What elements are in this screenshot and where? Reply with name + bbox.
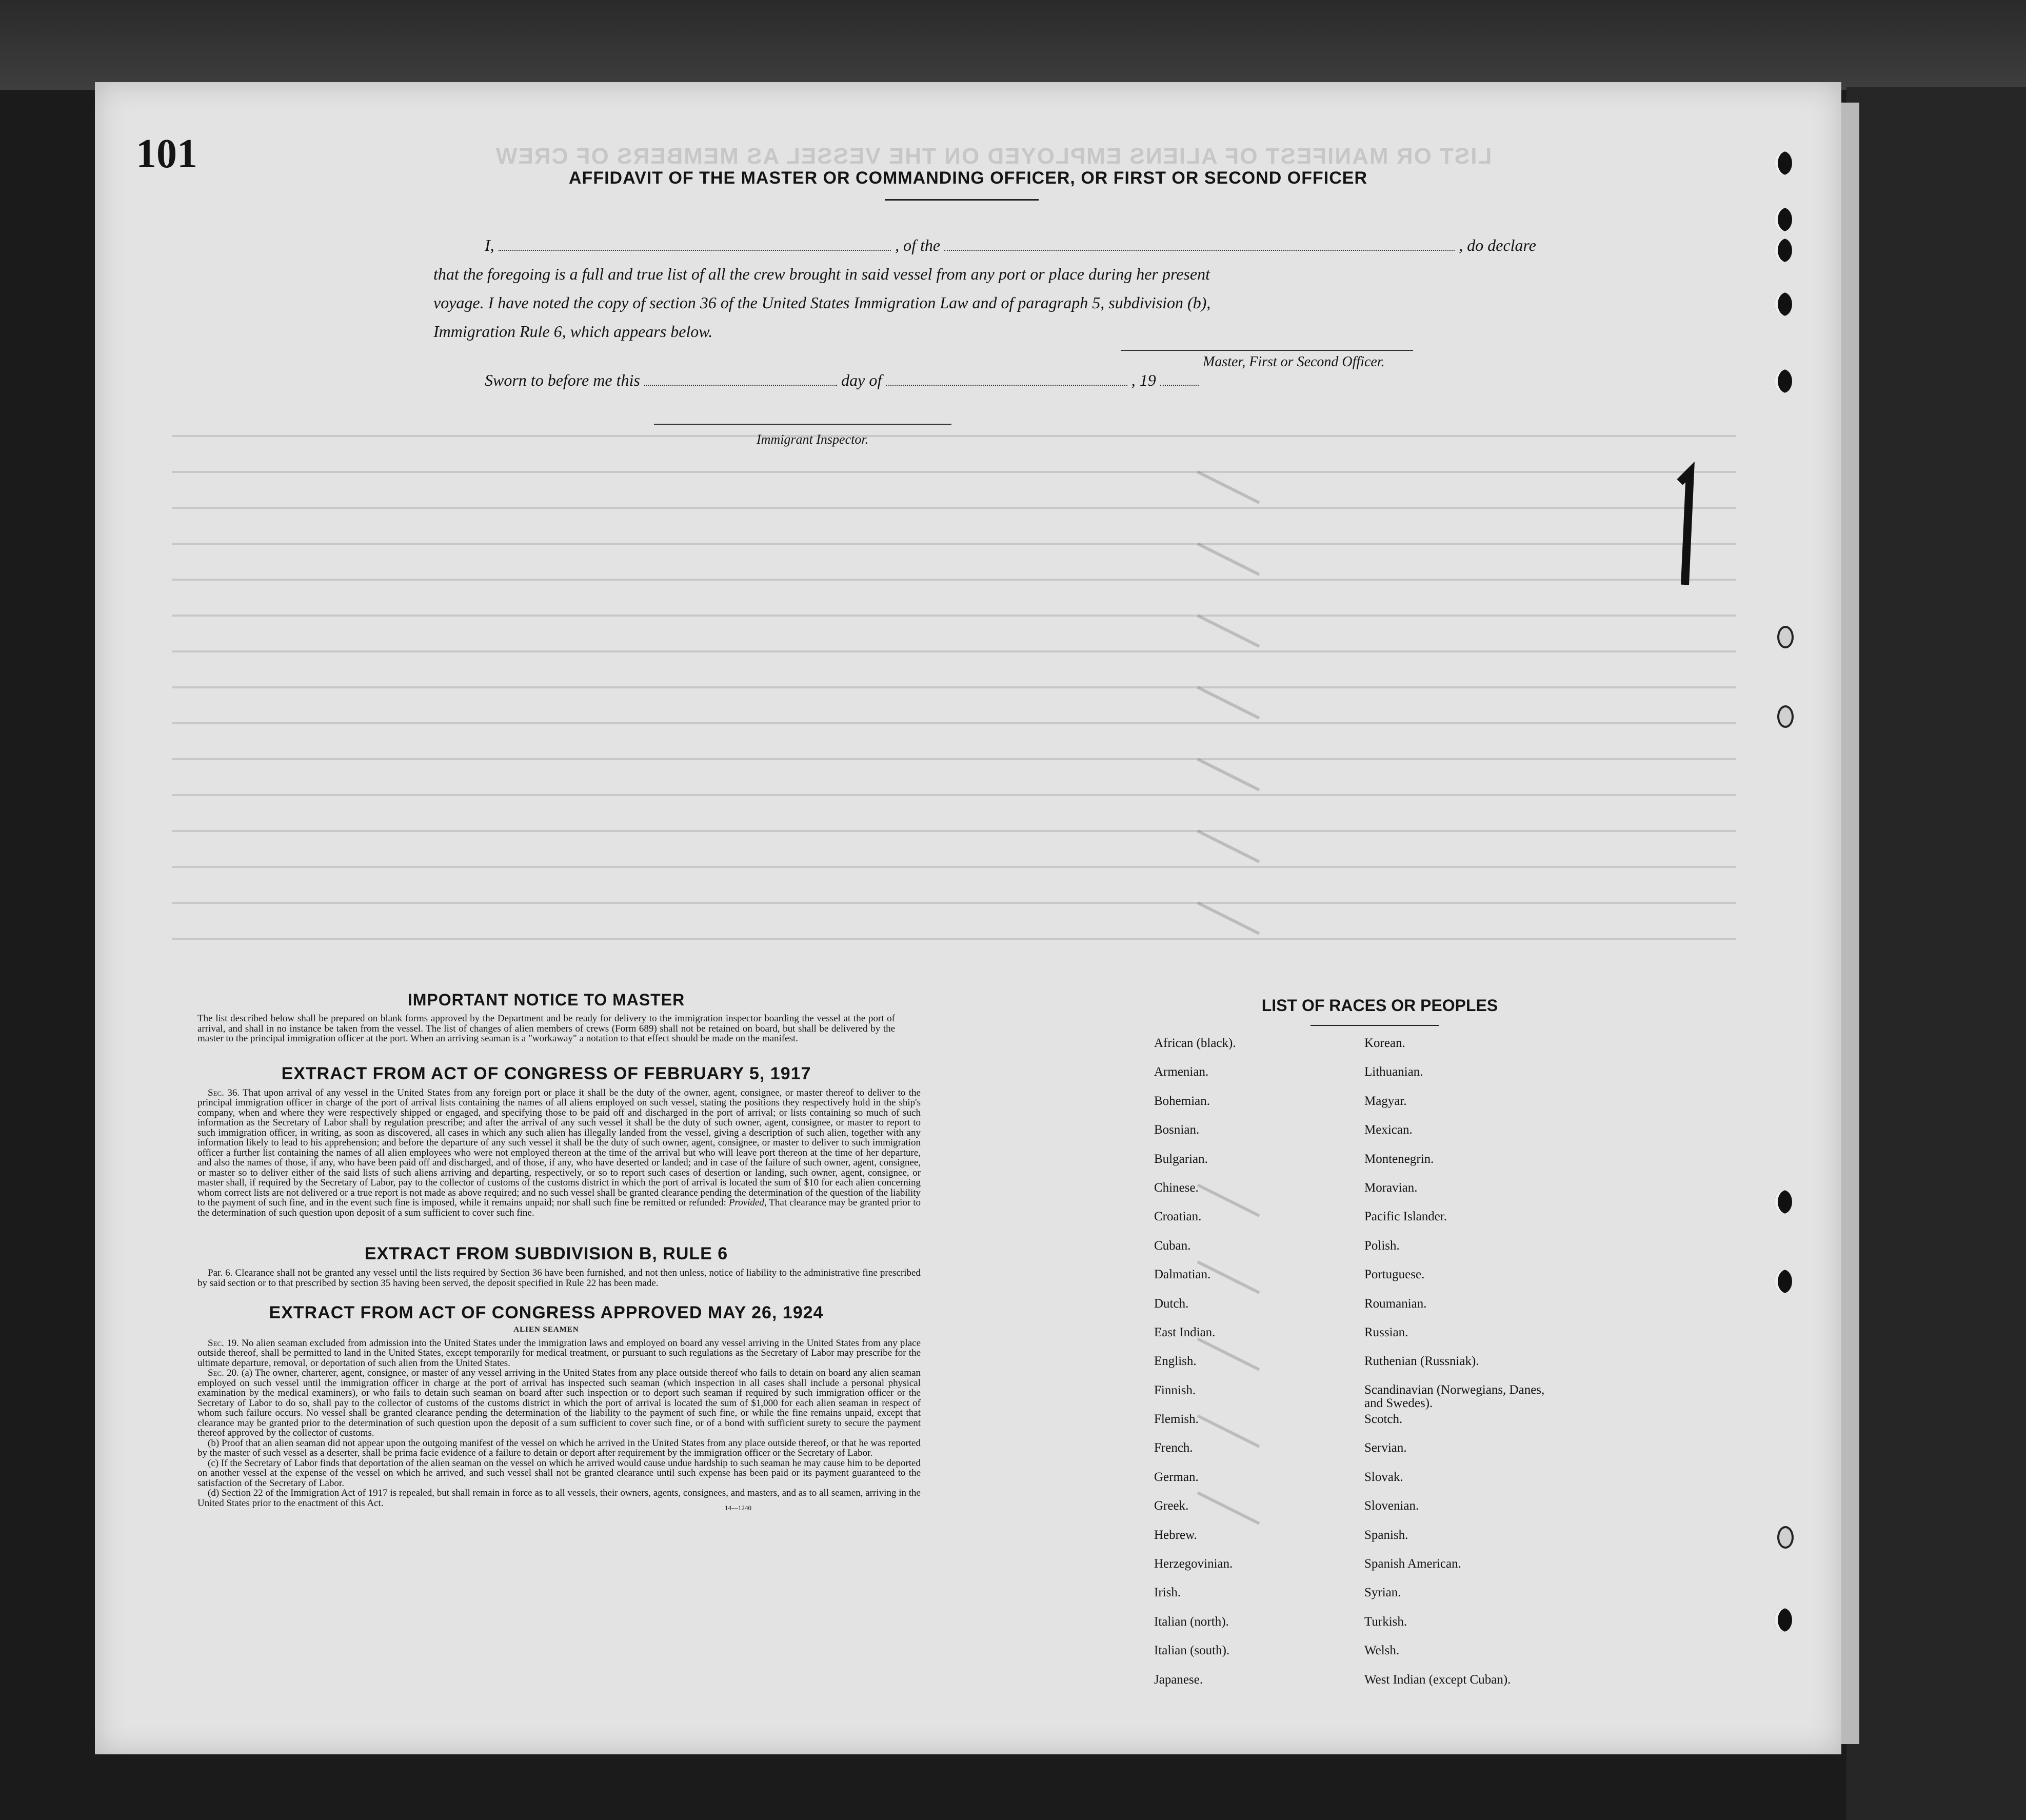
sworn-statement: [485, 369, 1203, 390]
race-item: Irish.: [1154, 1586, 1181, 1600]
scan-background-right: [1846, 87, 2026, 1820]
section-19: [197, 1338, 921, 1369]
month-field: [886, 369, 1127, 386]
form-number: 14—1240: [725, 1504, 751, 1512]
extract-rule6-text: Par. 6. Clearance shall not be granted any vessel until the lists required by Section 36 have been furnished, and not then unless, notice of liability to the administrative fine prescribed by said section or to that prescribed by section 35 having been served, the deposit specified in Rule 22 has been made.: [197, 1268, 921, 1289]
name-field: [499, 234, 891, 251]
inspector-signature-line: [654, 424, 951, 425]
races-right-column: [1364, 1036, 1564, 1702]
race-item: Armenian.: [1154, 1065, 1209, 1079]
affidavit-text: voyage. I have noted the copy of section 36 of the United States Immigration Law and of paragraph 5, subdivision (b),: [433, 293, 1211, 312]
race-item: Welsh.: [1364, 1644, 1400, 1658]
notice-text: The list described below shall be prepared on blank forms approved by the Department and be ready for delivery to the immigration inspector boarding the vessel at the port of arrival, and shall in no instance be taken from the vessel. The list of changes of alien members of crews (Form 689) shall not be retained on board, but shall be delivered by the master to the principal immigration officer at the port. When an arriving seaman is a "workaway" a notation to that effect should be made on the manifest.: [197, 1013, 895, 1044]
proviso-label: Provided,: [728, 1197, 767, 1208]
race-item: Hebrew.: [1154, 1528, 1197, 1542]
section-text: No alien seaman excluded from admission into the United States under the immigration laws and employed on board any vessel arriving in the United States from any place outside thereof, shall be permitted to land in the United States, except temporarily for medical treatment, or pursuant to such regulations as the Secretary of Labor may prescribe for the ultimate departure, removal, or deportation of such alien from the United States.: [197, 1337, 921, 1369]
races-title: LIST OF RACES OR PEOPLES: [1261, 996, 1498, 1015]
race-item: Dutch.: [1154, 1296, 1189, 1311]
race-item: Italian (north).: [1154, 1614, 1229, 1629]
race-item: Servian.: [1364, 1441, 1407, 1455]
section-label: Sec. 19.: [208, 1337, 239, 1349]
races-divider: [1310, 1025, 1439, 1026]
race-item: French.: [1154, 1441, 1193, 1455]
sworn-text: Sworn to before me this: [485, 371, 640, 389]
race-item: Scotch.: [1364, 1412, 1403, 1427]
extract-1917-text: [197, 1088, 921, 1218]
race-item: Flemish.: [1154, 1412, 1199, 1427]
race-item: Bulgarian.: [1154, 1152, 1208, 1166]
race-item: Magyar.: [1364, 1094, 1407, 1108]
race-item: Spanish.: [1364, 1528, 1408, 1542]
race-item: Italian (south).: [1154, 1644, 1230, 1658]
race-item: Slovenian.: [1364, 1499, 1419, 1513]
race-item: Scandinavian (Norwegians, Danes, and Swedes).: [1364, 1382, 1545, 1410]
section-text: That upon arrival of any vessel in the United States from any foreign port or place it shall be the duty of the owner, agent, consignee, or master thereof to deliver to the principal immigration officer in charge of the port of arrival lists containing the names of all aliens employed on such vessel, stating the positions they respectively hold in the ship's company, when and where they were respectively shipped or engaged, and specifying those to be paid off and discharged in the port of arrival; or lists containing so much of such information as the Secretary of Labor shall by regulation prescribe; and after the arrival of any such vessel it shall be the duty of such owner, agent, consignee, or master to report to such immigration officer, in writing, as soon as discovered, all cases in which any such alien has illegally landed from the vessel, giving a description of such alien, together with any information likely to lead to his apprehension; and before the departure of any such vessel it shall be the duty of such owner, agent, consignee, or master to deliver to such immigration officer a further list containing the names of all alien employees who were not employed thereon at the time of the arrival but who will leave port thereon at the time of her departure, and also the names of those, if any, who have been paid off and discharged, and of those, if any, who have deserted or landed; and in case of the failure of such owner, agent, consignee, or master so to deliver either of the said lists of such aliens arriving and departing, respectively, or so to report such cases of desertion or landing, such owner, agent, consignee, or master shall, if required by the Secretary of Labor, pay to the collector of customs of the customs district in which the port of arrival is located the sum of $10 for each alien concerning whom correct lists are not delivered or a true report is not made as above required; and no such vessel shall be granted clearance pending the determination of the question of the liability to the payment of such fine, and in the event such fine is imposed, while it remains unpaid; nor shall such fine be remitted or refunded:: [197, 1087, 921, 1208]
race-item: Dalmatian.: [1154, 1268, 1211, 1282]
race-item: East Indian.: [1154, 1325, 1216, 1339]
affidavit-text: I,: [485, 236, 494, 254]
race-item: African (black).: [1154, 1036, 1236, 1050]
affidavit-text: , of the: [895, 236, 941, 254]
race-item: English.: [1154, 1354, 1197, 1369]
affidavit-text: Immigration Rule 6, which appears below.: [433, 322, 713, 341]
extract-1924-subtitle: ALIEN SEAMEN: [513, 1326, 579, 1334]
race-item: Syrian.: [1364, 1586, 1401, 1600]
race-item: Montenegrin.: [1364, 1152, 1434, 1166]
race-item: Chinese.: [1154, 1180, 1199, 1195]
race-item: West Indian (except Cuban).: [1364, 1672, 1511, 1687]
race-item: Slovak.: [1364, 1470, 1403, 1484]
race-item: Mexican.: [1364, 1123, 1413, 1137]
affidavit-title: AFFIDAVIT OF THE MASTER OR COMMANDING OFFICER, OR FIRST OR SECOND OFFICER: [569, 168, 1367, 188]
race-item: Greek.: [1154, 1499, 1189, 1513]
race-item: Ruthenian (Russniak).: [1364, 1354, 1479, 1369]
section-20b: (b) Proof that an alien seaman did not appear upon the outgoing manifest of the vessel on which he arrived in the United States from any place outside thereof, or that he was reported by the master of such vessel as a deserter, shall be prima facie evidence of a failure to detain or deport after requirement by the immigration officer or the Secretary of Labor.: [197, 1437, 921, 1458]
title-divider: [885, 199, 1039, 201]
race-item: German.: [1154, 1470, 1199, 1484]
year-field: [1160, 369, 1199, 386]
extract-1924-text: [197, 1338, 921, 1509]
section-20c: (c) If the Secretary of Labor finds that deportation of the alien seaman on the vessel on which he arrived would cause undue hardship to such seaman he may cause him to be deported on another vessel at the expense of the vessel on which he arrived, and such vessel shall not be granted clearance until such expense has been paid or its payment guaranteed to the satisfaction of the Secretary of Labor.: [197, 1457, 921, 1489]
extract-1917-title: EXTRACT FROM ACT OF CONGRESS OF FEBRUARY 5, 1917: [281, 1063, 811, 1083]
races-left-column: [1154, 1036, 1369, 1702]
section-text: (a) The owner, charterer, agent, consignee, or master of any vessel arriving in the United States from any place outside thereof who fails to detain on board any alien seaman employed on such vessel until the immigration officer in charge at the port of arrival has inspected such seaman (which inspection in all cases shall include a personal physical examination by the medical examiners), or who fails to detain such seaman on board after such inspection or to deport such seaman if required by such immigration officer or the Secretary of Labor to do so, shall pay to the collector of customs of the customs district in which the port of arrival is located the sum of $1,000 for each alien seaman in respect of whom such failure occurs. No vessel shall be granted clearance pending the determination of the liability to the payment of such fine, or while the fine remains unpaid, except that clearance may be granted prior to the determination of such question upon the deposit of a sum sufficient to cover such fine, or of a bond with sufficient surety to secure the payment thereof approved by the collector of customs.: [197, 1368, 921, 1438]
race-item: Japanese.: [1154, 1672, 1203, 1687]
race-item: Lithuanian.: [1364, 1065, 1423, 1079]
race-item: Portuguese.: [1364, 1268, 1425, 1282]
race-item: Finnish.: [1154, 1383, 1196, 1397]
affidavit-text: , do declare: [1459, 236, 1536, 254]
extract-rule6-title: EXTRACT FROM SUBDIVISION B, RULE 6: [364, 1244, 728, 1263]
section-20d: (d) Section 22 of the Immigration Act of 1917 is repealed, but shall remain in force as to all vessels, their owners, agents, consignees, and masters, and as to all seamen, arriving in the United States prior to the enactment of this Act.: [197, 1488, 921, 1509]
inspector-label: Immigrant Inspector.: [757, 432, 869, 447]
sworn-year-text: , 19: [1131, 371, 1156, 389]
extract-1924-title: EXTRACT FROM ACT OF CONGRESS APPROVED MAY 26, 1924: [269, 1303, 824, 1322]
proviso-text: That clearance may be granted prior to the determination of such question upon deposit of a sum sufficient to cover such fine.: [197, 1197, 921, 1218]
day-field: [644, 369, 837, 386]
race-item: Russian.: [1364, 1325, 1408, 1339]
section-label: Sec. 20.: [208, 1368, 239, 1378]
signature-label: Master, First or Second Officer.: [1203, 354, 1385, 370]
legal-notices: [105, 990, 987, 1513]
handwritten-margin-mark: 101: [136, 131, 197, 176]
section-label: Sec. 36.: [208, 1087, 240, 1098]
race-item: Bohemian.: [1154, 1094, 1210, 1108]
notice-title: IMPORTANT NOTICE TO MASTER: [407, 991, 685, 1009]
scan-background-top: [0, 0, 2026, 90]
race-item: Herzegovinian.: [1154, 1557, 1233, 1571]
race-item: Polish.: [1364, 1238, 1400, 1253]
signature-line: [1121, 350, 1413, 351]
race-item: Cuban.: [1154, 1238, 1191, 1253]
race-item: Roumanian.: [1364, 1296, 1427, 1311]
race-item: Bosnian.: [1154, 1123, 1200, 1137]
manifest-page: [95, 82, 1841, 1754]
section-20a: [197, 1368, 921, 1438]
sworn-text: day of: [841, 371, 882, 389]
race-item: Turkish.: [1364, 1614, 1407, 1629]
affidavit-text: that the foregoing is a full and true list of all the crew brought in said vessel from any port or place during her present: [433, 265, 1210, 283]
race-item: Moravian.: [1364, 1180, 1418, 1195]
race-item: Spanish American.: [1364, 1557, 1461, 1571]
race-item: Pacific Islander.: [1364, 1210, 1447, 1224]
bleed-through-title: LIST OR MANIFEST OF ALIENS EMPLOYED ON THE VESSEL AS MEMBERS OF CREW: [495, 144, 1492, 169]
race-item: Korean.: [1364, 1036, 1405, 1050]
race-item: Croatian.: [1154, 1210, 1202, 1224]
affidavit-body: [433, 231, 1536, 346]
vessel-field: [944, 234, 1455, 251]
